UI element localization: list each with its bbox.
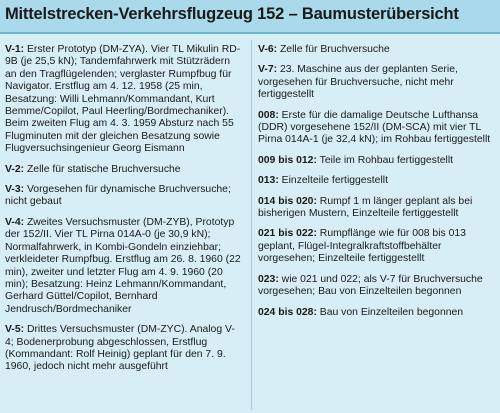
entry-text: Zweites Versuchsmuster (DM-ZYB), Prototyp der 152/II. Vier TL Pirna 014A-0 (je 30,9 kN); Normalfahrwerk, in Kombi-Gondeln einziehbar; verkleideter Rumpfbug. Erstflug am 26. 8. 1960 (22 min), zweiter und letzter Flug am 4. 9. 1960 (20 min); Besatzung: Heinz Lehmann/Kommandant, Gerhard Güttel/Copilot, Bernhard Jendrusch/Bordmechaniker xyxy=(5,216,241,315)
entry-text: Drittes Versuchsmuster (DM-ZYC). Analog V-4; Bodenerprobung abgeschlossen, Erstflug (Kommandant: Rolf Heinig) geplant für den 7. 9. 1960, jedoch nicht mehr ausgeführt xyxy=(5,324,235,373)
entry-code: 024 bis 028: xyxy=(258,306,317,318)
entry-text: wie 021 und 022; als V-7 für Bruchversuche vorgesehen; Bau von Einzelteilen begonnen xyxy=(258,273,483,298)
entry-code: V-7: xyxy=(258,64,278,76)
entry-text: 23. Maschine aus der geplanten Serie, vorgesehen für Bruchversuche, nicht mehr fertiggestellt xyxy=(258,64,458,101)
entry-024-028 xyxy=(258,307,496,319)
entry-023 xyxy=(258,274,496,299)
entry-008 xyxy=(258,110,496,147)
entry-code: V-4: xyxy=(5,216,25,228)
entry-code: 014 bis 020: xyxy=(258,195,317,207)
entry-code: 021 bis 022: xyxy=(258,228,317,240)
entry-code: V-2: xyxy=(5,163,25,175)
entry-text: Erster Prototyp (DM-ZYA). Vier TL Mikulin RD-9B (je 25,5 kN); Tandemfahrwerk mit Stützrädern an den Tragflügelenden; verglaster Rumpfbug für Navigator. Erstflug am 4. 12. 1958 (25 min, Besatzung: Willi Lehmann/Kommandant, Kurt Bemme/Copilot, Paul Heerling/Bordmechaniker). Beim zweiten Flug am 4. 3. 1959 Absturz nach 55 Flugminuten mit der gleichen Besatzung sowie Flugversuchsingenieur Georg Eismann xyxy=(5,44,241,155)
entry-code: V-1: xyxy=(5,44,25,55)
entry-text: Teile im Rohbau fertiggestellt xyxy=(316,154,454,166)
entry-text: Einzelteile fertiggestellt xyxy=(278,175,388,187)
entry-013 xyxy=(258,175,496,187)
entry-v7 xyxy=(258,64,496,101)
entry-text: Rumpf 1 m länger geplant als bei bisherigen Mustern, Einzelteile fertiggestellt xyxy=(258,195,473,220)
entry-text: Vorgesehen für dynamische Bruchversuche; nicht gebaut xyxy=(5,184,231,208)
entry-code: V-5: xyxy=(5,324,25,336)
entry-code: V-3: xyxy=(5,184,25,196)
title-bar xyxy=(0,0,500,34)
entry-text: Erste für die damalige Deutsche Lufthansa (DDR) vorgesehene 152/II (DM-SCA) mit vier TL Pirna 014A-1 (je 32,4 kN); im Rohbau fertiggestellt xyxy=(258,109,491,146)
column-divider xyxy=(251,40,252,410)
entry-code: V-6: xyxy=(258,44,278,55)
entry-021-022 xyxy=(258,228,496,265)
entry-v4 xyxy=(5,217,243,316)
entry-text: Rumpflänge wie für 008 bis 013 geplant, Flügel-Integralkraftstoffbehälter vorgesehen; Einzelteile fertiggestellt xyxy=(258,228,466,265)
entry-code: 008: xyxy=(258,109,279,121)
entry-code: 023: xyxy=(258,273,279,285)
entry-009-012 xyxy=(258,155,496,167)
entry-code: 013: xyxy=(258,175,279,187)
left-column xyxy=(5,44,243,382)
entry-text: Zelle für statische Bruchversuche xyxy=(24,163,181,175)
right-column xyxy=(258,44,496,327)
entry-014-020 xyxy=(258,196,496,221)
entry-v2 xyxy=(5,164,243,176)
entry-text: Bau von Einzelteilen begonnen xyxy=(316,306,464,318)
page-title: Mittelstrecken-Verkehrsflugzeug 152 – Baumusterübersicht xyxy=(5,5,459,23)
entry-text: Zelle für Bruchversuche xyxy=(277,44,390,55)
entry-v3 xyxy=(5,184,243,209)
entry-v1 xyxy=(5,44,243,156)
entry-v5 xyxy=(5,324,243,374)
entry-code: 009 bis 012: xyxy=(258,154,317,166)
entry-v6 xyxy=(258,44,496,56)
